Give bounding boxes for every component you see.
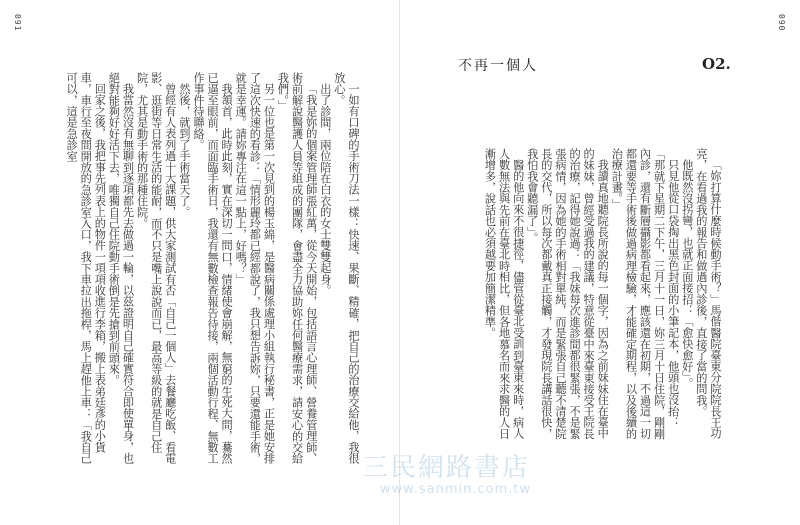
watermark-url: www.sanmin.com.tw	[380, 482, 532, 497]
left-page-body	[65, 72, 360, 472]
right-page-body	[476, 148, 722, 444]
body-paragraph: 一如有口碑的手術刀法一樣：快速、果斷、精確，把自己的治療交給他，我很放心。	[332, 72, 360, 464]
body-paragraph: 「妳打算什麼時候動手術？」馬偕醫院臺東分院院長王功亮，在看過我的報告和做過內診後，直接了當的問我。	[694, 148, 722, 440]
page-number-right: 090	[777, 14, 786, 32]
body-paragraph: 回家之後，我把事先列表上的物件一項項收進行李箱，搬上表弟廷彥的小貨車，車行至夜間開放的急診室入口，我下車拉出拖桿，馬上趕他上車：「我自己可以，這是急診室	[65, 72, 107, 464]
chapter-title: 不再一個人	[458, 58, 538, 74]
body-paragraph: 然後，就到了手術當天了。	[177, 83, 191, 218]
body-paragraph: 我當然沒有無聊到逐項都先去做過一輪，以茲證明自己確實符合即使單身，也絕對能夠好好活下去，唯獨自己住院動手術倒是先搶到前頭來。	[107, 72, 135, 464]
body-paragraph: 「我是妳的個案管理師張紅萬，從今天開始，包括語言心理師、營養管理師、術前解說醫護人員等組成的團隊，會盡全力協助妳任何醫療需求，請安心的交給我們。」	[276, 72, 318, 464]
body-paragraph: 出了診間，兩位陪在白衣的女士雙雙起身。	[318, 83, 332, 296]
watermark-text: 三民網路書店	[362, 453, 531, 483]
chapter-number: O2.	[702, 55, 731, 73]
body-paragraph: 醫的他向來不很捷徑，儘管從臺北受訓到臺東來時，病人人數無法與先前在臺北時相比，但各地慕名而來求醫的人日漸增多，說話也必須越要加簡潔精準。	[483, 148, 525, 440]
page-number-left: 091	[13, 14, 22, 32]
body-paragraph: 我讀真地聽院長所說的每一個字，因為之前妹妹住在臺中的妹妹，曾經受過我的建議，特意從臺中來臺東接受王院長的治療，記得她說過：「我妹每次進診間都很緊張，不是緊張病情，因為她的手術相對單純，而是緊張自己聽不清楚院長的交代，所以每次都戴真正接觸，才發現院長講話很快，我怕我會聽漏了」。	[525, 148, 610, 440]
body-paragraph: 只見他從口袋掏出黑色封面的小筆記本，他頭也沒抬：「那就下星期二下午，三月十一日，妳三月十日住院，剛剛內診，還有斷層攝影都看起來，應該還在初期，不過這一切都還要等手術後做過病理檢驗，才能確定期程，以及後續的治療計畫。」	[610, 148, 680, 440]
body-paragraph: 另一位也是第一次見到的楊玉綿，是醫病關係處理小組執行秘書，正是她安排了這次快速的看診：「情形麗玲都已經都說了，我只想告訴妳，只要還能手術，就是幸運。請妳專注在這一點上，好嗎？」	[234, 72, 276, 464]
body-paragraph: 曾經有人表列過十大課題，供大家測試有否「自己一個人」去餐廳吃飯、看電影、逛街等日常生活的能耐，而不只是嘴上說說而已，最高等級的就是自己住院，尤其是動手術的那種住院。	[135, 72, 177, 464]
body-paragraph: 我頷首，此時此刻，實在深切一問口，情緒使會崩解，無窮的生死大問，驀然已逼至眼前，而面臨手術日，我還有無數檢查報告待接，兩個活動行程、無數工作事件待聯絡。	[191, 72, 234, 464]
body-paragraph: 他既然沒拐彎，也就正面接招：「愈快愈好」。	[680, 159, 694, 389]
